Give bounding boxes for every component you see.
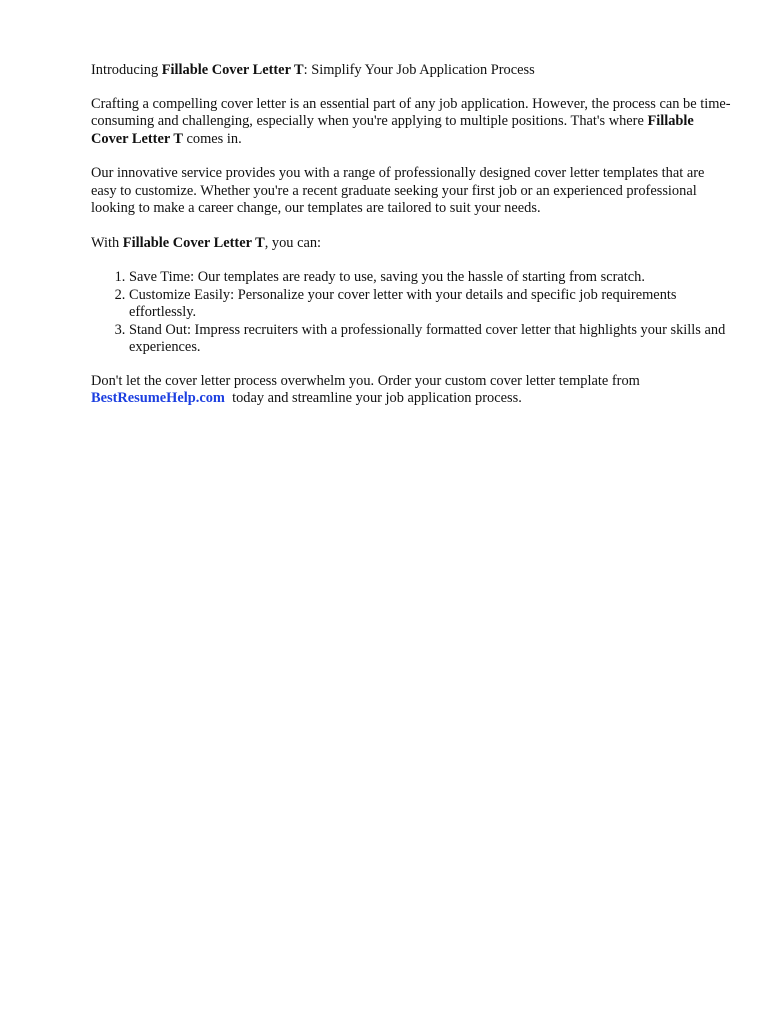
list-item: 1. Save Time: Our templates are ready to use, saving you the hassle of starting from scratch.: [129, 269, 731, 287]
intro-prefix: Introducing: [91, 62, 162, 78]
intro-suffix: : Simplify Your Job Application Process: [303, 62, 535, 78]
list-item: 3. Stand Out: Impress recruiters with a professionally formatted cover letter that highlights your skills and experiences.: [129, 322, 731, 357]
benefits-list: [91, 269, 731, 357]
paragraph-crafting-product-name: Fillable Cover Letter T: [91, 113, 694, 147]
paragraph-closing-tail: today and streamline your job application process.: [224, 390, 522, 406]
intro-line: [91, 62, 731, 80]
paragraph-with-prefix: With: [91, 234, 123, 251]
intro-product-name: Fillable Cover Letter T: [161, 62, 304, 78]
paragraph-service: Our innovative service provides you with a range of professionally designed cover letter templates that are easy to customize. Whether you're a recent graduate seeking your first job or an experienced professional looking to make a career change, our templates are tailored to suit your needs.: [91, 165, 705, 216]
paragraph-crafting-text: Crafting a compelling cover letter is an essential part of any job application. However, the process can be time-consuming and challenging, especially when you're applying to multiple positions. That's where: [91, 95, 731, 129]
list-item: 2. Customize Easily: Personalize your cover letter with your details and specific job requirements effortlessly.: [129, 287, 731, 322]
paragraph-with-product-name: Fillable Cover Letter T: [122, 234, 265, 251]
document-page: [91, 62, 731, 408]
paragraph-closing: [91, 373, 731, 408]
bestresumehelp-link[interactable]: BestResumeHelp.com: [91, 390, 225, 406]
paragraph-closing-text: Don't let the cover letter process overwhelm you. Order your custom cover letter template from: [91, 372, 640, 389]
paragraph-with: [91, 235, 731, 253]
paragraph-crafting: [91, 96, 731, 149]
paragraph-crafting-tail: comes in.: [182, 130, 242, 147]
paragraph-with-suffix: , you can:: [264, 234, 322, 251]
